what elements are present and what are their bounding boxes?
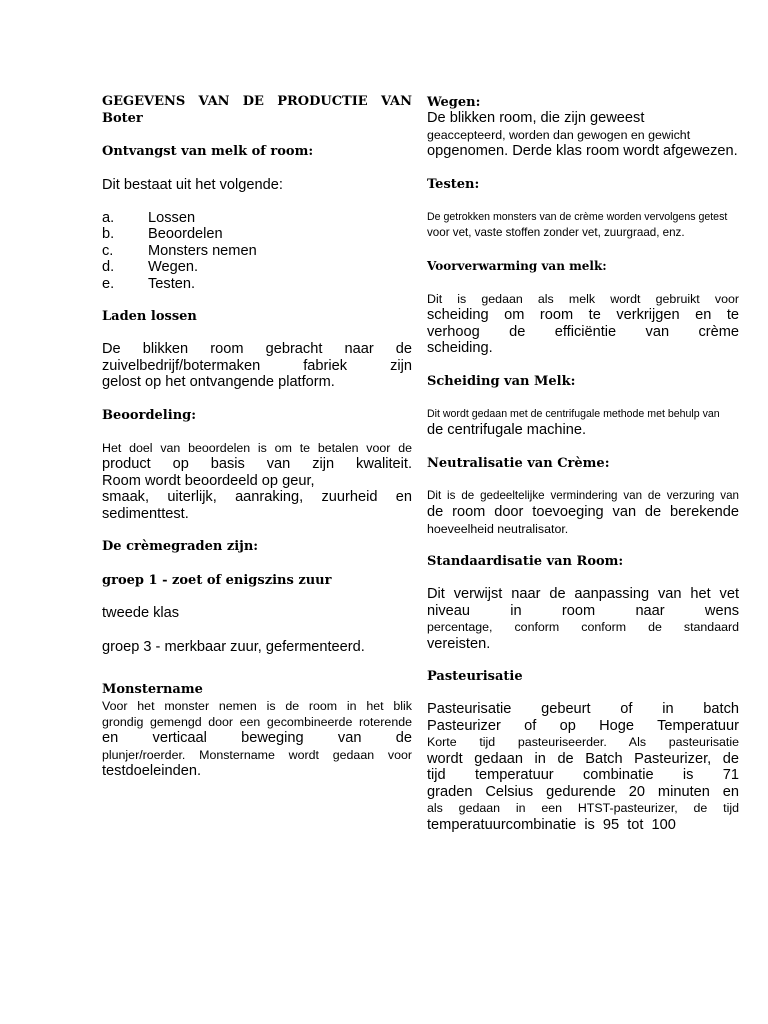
grade-3: groep 3 - merkbaar zuur, gefermenteerd. [102,638,365,655]
heading-neutralisatie: Neutralisatie van Crème: [427,455,610,471]
heading-ontvangst: Ontvangst van melk of room: [102,144,314,159]
paragraph-neutralisatie: Dit is de gedeeltelijke vermindering van de verzuring van de room door toevoeging van de berekende hoeveelheid neutralisator. [427,488,739,536]
heading-voorverwarming: Voorverwarming van melk: [427,258,607,273]
heading-pasteurisatie: Pasteurisatie [427,669,523,684]
list-item: b. Beoordelen [102,226,223,242]
heading-scheiding: Scheiding van Melk: [427,373,576,389]
heading-monstername: Monstername [102,682,203,697]
list-item: a. Lossen [102,209,196,226]
list-item: c. Monsters nemen [102,242,257,259]
heading-cremegraden: De crèmegraden zijn: [102,539,259,554]
list-item: d. Wegen. [102,259,199,275]
heading-wegen: Wegen: [427,95,481,110]
document-title-line-2: Boter [102,111,143,126]
right-column [427,92,739,833]
paragraph-standaardisatie: Dit verwijst naar de aanpassing van het vet niveau in room naar wens percentage, conform conform de standaard vereisten. [427,586,739,652]
paragraph-testen: De getrokken monsters van de crème worden vervolgens getest voor vet, vaste stoffen zonder vet, zuurgraad, enz. [427,210,728,239]
heading-standaardisatie: Standaardisatie van Room: [427,554,624,569]
heading-beoordeling: Beoordeling: [102,407,197,423]
paragraph-laden: De blikken room gebracht naar de zuivelbedrijf/botermaken fabriek zijn gelost op het ontvangende platform. [102,341,412,390]
paragraph-beoordeling: Het doel van beoordelen is om te betalen voor de product op basis van zijn kwaliteit. Room wordt beoordeeld op geur, smaak, uiterlijk, aanraking, zuurheid en sedimenttest. [102,440,412,522]
grade-1: groep 1 - zoet of enigszins zuur [102,573,332,588]
heading-testen: Testen: [427,176,480,192]
grade-2: tweede klas [102,605,180,621]
left-column [102,92,412,780]
steps-list [102,210,412,293]
list-item: e. Testen. [102,275,196,292]
document-title-line-1: GEGEVENS VAN DE PRODUCTIE VAN [102,94,412,109]
intro-text: Dit bestaat uit het volgende: [102,177,283,193]
paragraph-scheiding: Dit wordt gedaan met de centrifugale methode met behulp van de centrifugale machine. [427,407,720,438]
paragraph-pasteurisatie: Pasteurisatie gebeurt of in batch Pasteurizer of op Hoge Temperatuur Korte tijd pasteuriseerder. Als pasteurisatie wordt gedaan in de Batch Pasteurizer, de tijd temperatuur combinatie is 71 graden Celsius gedurende 20 minuten en als gedaan in een HTST-pasteurizer, de tijd temperatuurcombinatie is 95 tot 100 [427,701,739,833]
paragraph-monstername: Voor het monster nemen is de room in het blik grondig gemengd door een gecombineerde roterende en verticaal beweging van de plunjer/roerder. Monstername wordt gedaan voor testdoeleinden. [102,699,412,779]
heading-laden-lossen: Laden lossen [102,309,197,324]
paragraph-wegen: De blikken room, die zijn geweest geaccepteerd, worden dan gewogen en gewicht opgenomen. Derde klas room wordt afgewezen. [427,110,738,159]
paragraph-voorverwarming: Dit is gedaan als melk wordt gebruikt voor scheiding om room te verkrijgen en te verhoog de efficiëntie van crème scheiding. [427,291,739,356]
